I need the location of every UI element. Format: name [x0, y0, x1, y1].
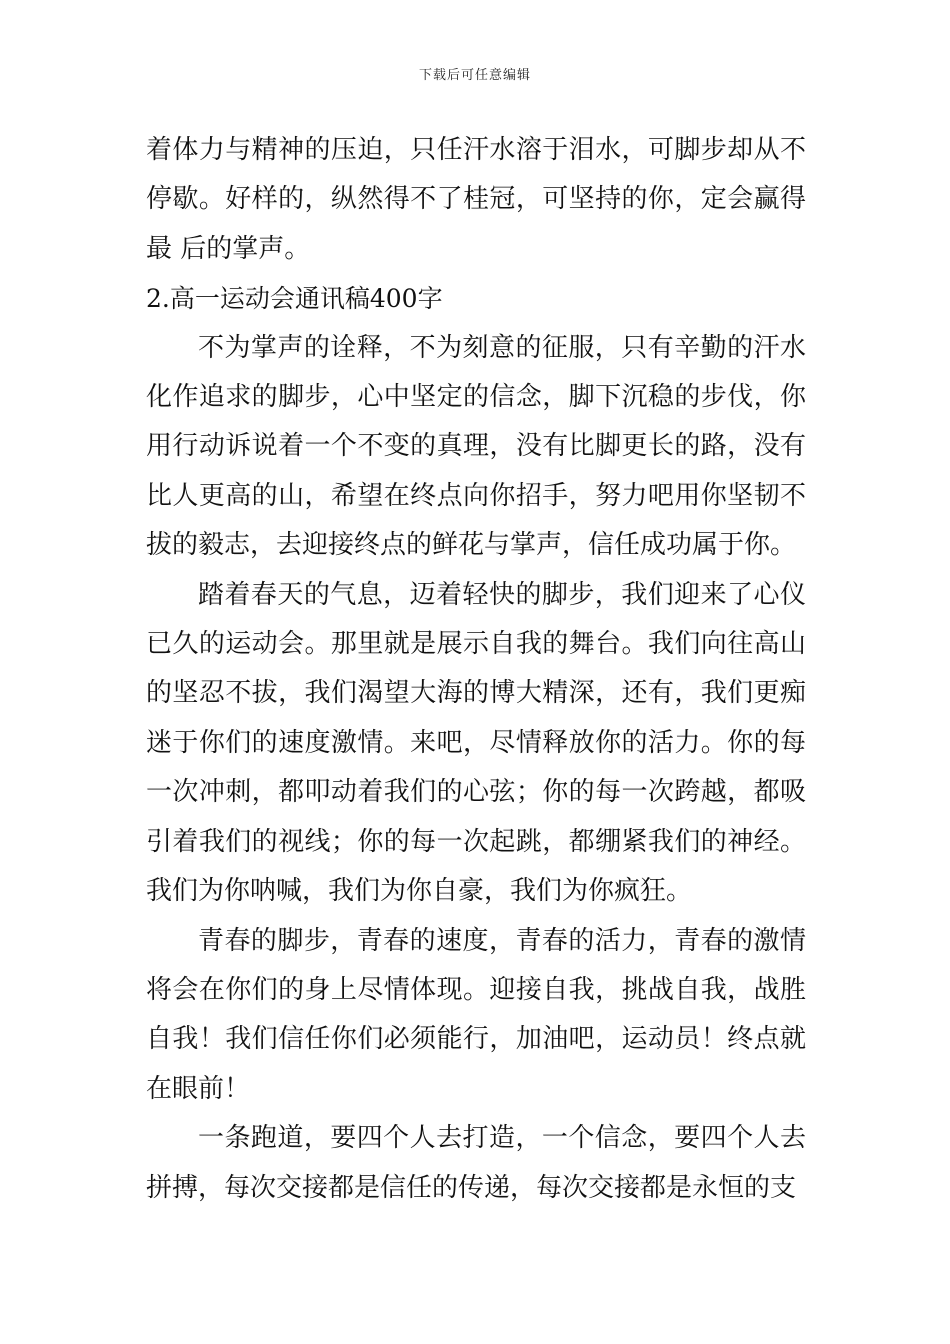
paragraph-continuation: 着体力与精神的压迫，只任汗水溶于泪水，可脚步却从不停歇。好样的，纵然得不了桂冠，可坚持的你，定会赢得最 后的掌声。	[146, 135, 806, 264]
page-header: 下载后可任意编辑	[418, 68, 531, 83]
paragraph: 不为掌声的诠释，不为刻意的征服，只有辛勤的汗水化作追求的脚步，心中坚定的信念，脚下沉稳的步伐，你用行动诉说着一个不变的真理，没有比脚更长的路，没有比人更高的山，希望在终点向你招手，努力吧用你坚韧不拔的毅志，去迎接终点的鲜花与掌声，信任成功属于你。	[146, 332, 806, 561]
section-heading: 2.高一运动会通讯稿400字	[146, 284, 443, 314]
paragraph: 踏着春天的气息，迈着轻快的脚步，我们迎来了心仪已久的运动会。那里就是展示自我的舞台。我们向往高山的坚忍不拔，我们渴望大海的博大精深，还有，我们更痴迷于你们的速度激情。来吧，尽情释放你的活力。你的每一次冲刺，都叩动着我们的心弦；你的每一次跨越，都吸引着我们的视线；你的每一次起跳，都绷紧我们的神经。我们为你呐喊，我们为你自豪，我们为你疯狂。	[146, 579, 806, 907]
paragraph: 一条跑道，要四个人去打造，一个信念，要四个人去拼搏，每次交接都是信任的传递，每次交接都是永恒的支	[146, 1123, 806, 1203]
document-body	[146, 126, 806, 1213]
paragraph: 青春的脚步，青春的速度，青春的活力，青春的激情将会在你们的身上尽情体现。迎接自我，挑战自我，战胜自我！我们信任你们必须能行，加油吧，运动员！终点就在眼前！	[146, 925, 806, 1104]
